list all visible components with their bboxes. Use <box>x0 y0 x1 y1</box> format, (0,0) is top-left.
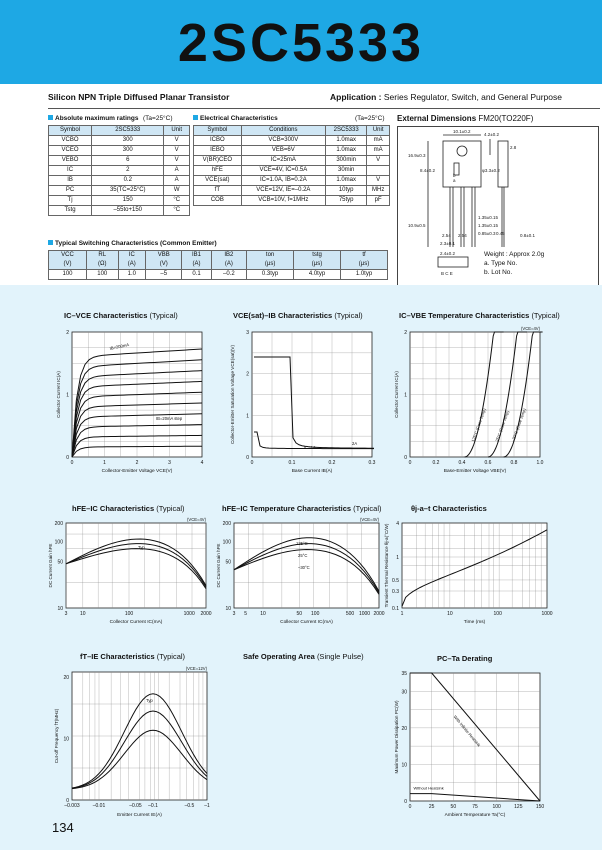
elec-heading <box>193 115 278 122</box>
curve-label: IC=1A <box>304 445 316 450</box>
tick-label: 100 <box>311 611 320 617</box>
chart-pc-ta <box>390 665 555 820</box>
dimension-label: 10.9±0.5 <box>408 223 426 228</box>
condition-label: (VCE=4V) <box>360 517 379 522</box>
tick-label: 100 <box>54 539 63 546</box>
switching-table <box>48 250 388 280</box>
curve-label: Typ <box>146 698 153 703</box>
abs-max-row <box>49 156 190 166</box>
switching-unit-cell: (A) <box>211 260 247 270</box>
chart-title-soa: Safe Operating Area (Single Pulse) <box>243 652 364 661</box>
elec-cell: MHz <box>367 186 390 196</box>
abs-max-cell: A <box>164 166 190 176</box>
elec-cell: V <box>367 176 390 186</box>
external-dimensions-heading <box>397 114 533 123</box>
x-axis-label: Collector Current IC(mA) <box>109 620 163 625</box>
tick-label: 0 <box>408 460 412 466</box>
tick-label: 50 <box>225 559 231 566</box>
dimension-label: 8.4±0.2 <box>420 168 435 173</box>
chart-ic-vce <box>52 322 212 477</box>
elec-cell: IC=25mA <box>241 156 325 166</box>
tick-label: 4 <box>200 460 204 466</box>
tick-label: 2 <box>404 330 407 336</box>
condition-label: (VCE=4V) <box>521 326 540 331</box>
x-axis-label: Ambient Temperature Ta(°C) <box>444 813 506 818</box>
header-rule <box>48 108 600 109</box>
tick-label: 0 <box>404 799 407 805</box>
dimension-label: 10.1±0.2 <box>453 129 471 134</box>
tick-label: 100 <box>124 611 134 617</box>
elec-cell: 75typ <box>326 196 367 206</box>
abs-max-cell: IC <box>49 166 92 176</box>
svg-text:B C E: B C E <box>441 271 453 276</box>
tick-label: 10 <box>225 606 231 612</box>
tick-label: 2000 <box>200 611 212 617</box>
x-axis-label: Collector-Emitter Voltage VCE(V) <box>101 469 173 474</box>
abs-max-cell: VEBO <box>49 156 92 166</box>
tick-label: 2 <box>66 330 69 336</box>
tick-label: 4 <box>396 521 399 527</box>
x-axis-label: Collector Current IC(mA) <box>280 620 333 625</box>
curve-label: –30°C (Case Temp) <box>510 407 527 443</box>
abs-max-cell: V <box>164 146 190 156</box>
tick-label: 0 <box>66 455 69 461</box>
abs-max-row <box>49 206 190 216</box>
tick-label: 20 <box>401 725 407 732</box>
switching-cell: 100 <box>49 270 87 280</box>
abs-max-cell: Tstg <box>49 206 92 216</box>
tick-label: 10 <box>57 606 63 612</box>
tick-label: 1000 <box>183 611 195 617</box>
tick-label: 50 <box>450 804 457 810</box>
tick-label: 0.1 <box>392 606 399 612</box>
elec-cell: VCE=4V, IC=0.5A <box>241 166 325 176</box>
abs-max-title: Absolute maximum ratings <box>55 115 139 122</box>
abs-max-heading <box>48 115 138 122</box>
tick-label: 1 <box>103 460 106 466</box>
abs-max-cell: PC <box>49 186 92 196</box>
tick-label: 0.1 <box>288 460 296 466</box>
switching-header-cell: tf <box>340 251 387 261</box>
switching-title: Typical Switching Characteristics (Common Emitter) <box>55 240 217 247</box>
elec-cell: VCE(sat) <box>194 176 242 186</box>
elec-title: Electrical Characteristics <box>200 115 278 122</box>
elec-row <box>194 146 390 156</box>
switching-unit-cell: (Ω) <box>86 260 118 270</box>
tick-label: 0.4 <box>458 460 466 466</box>
dimension-label: 2.4±0.2 <box>440 251 455 256</box>
abs-max-cell: –55to+150 <box>92 206 164 216</box>
tick-label: 100 <box>492 804 501 810</box>
switching-unit-row <box>49 260 388 270</box>
switching-cell: 100 <box>86 270 118 280</box>
switching-header-cell: ton <box>247 251 294 261</box>
switching-unit-cell: (V) <box>49 260 87 270</box>
tick-label: 0 <box>246 455 249 461</box>
tick-label: 10 <box>447 611 453 617</box>
abs-max-cell: Tj <box>49 196 92 206</box>
y-axis-label: Collector Current IC(A) <box>394 371 399 418</box>
elec-header-cell: 2SC5333 <box>326 126 367 136</box>
tick-label: 75 <box>472 804 478 810</box>
abs-max-cell: IB <box>49 176 92 186</box>
tick-label: 10 <box>260 611 266 617</box>
abs-max-cell: VCBO <box>49 136 92 146</box>
elec-cell: V <box>367 156 390 166</box>
chart-title-theta-t: θj-a–t Characteristics <box>411 504 487 513</box>
elec-header-row <box>194 126 390 136</box>
abs-max-cell: 300 <box>92 136 164 146</box>
tick-label: 0.6 <box>484 460 492 466</box>
tick-label: 3 <box>168 460 171 466</box>
elec-row <box>194 156 390 166</box>
elec-header-cell: Conditions <box>241 126 325 136</box>
elec-row <box>194 186 390 196</box>
switching-cell: 1.0 <box>118 270 146 280</box>
chart-vcesat-ib <box>226 322 386 477</box>
elec-cell: 1.0max <box>326 146 367 156</box>
elec-cell: 1.0max <box>326 136 367 146</box>
tick-label: 2000 <box>373 611 385 617</box>
switching-heading <box>48 240 217 247</box>
tick-label: 1000 <box>541 611 553 617</box>
tick-label: 1 <box>246 413 249 420</box>
section-marker-icon <box>48 240 53 245</box>
y-axis-label: Collector Current IC(A) <box>56 371 61 418</box>
abs-max-row <box>49 166 190 176</box>
tick-label: 3 <box>232 611 236 617</box>
abs-max-cell: 0.2 <box>92 176 164 186</box>
tick-label: 200 <box>54 521 63 527</box>
chart-hfe-ic <box>44 513 214 628</box>
weight-text: Weight : Approx 2.0g <box>484 251 545 258</box>
note-b: b. Lot No. <box>484 269 513 276</box>
dimension-label: 0.8±0.1 <box>520 233 535 238</box>
switching-cell: 0.1 <box>182 270 211 280</box>
chart-title-hfe-ic-temp: hFE–IC Temperature Characteristics (Typical) <box>222 504 382 513</box>
dimension-label: 2.3±0.1 <box>440 241 455 246</box>
part-number-title: 2SC5333 <box>177 13 425 73</box>
elec-cell: IEBO <box>194 146 242 156</box>
tick-label: 50 <box>57 559 63 566</box>
curve-label: IB=20mA step <box>156 416 183 421</box>
curve-label: 2A <box>352 441 358 446</box>
tick-label: –1 <box>204 803 210 809</box>
tick-label: –0.5 <box>184 803 195 809</box>
application-label: Application : <box>330 92 382 102</box>
switching-cell: 0.3typ <box>247 270 294 280</box>
elec-cell: mA <box>367 146 390 156</box>
chart-ft-ie <box>50 660 215 820</box>
application-line <box>330 92 562 102</box>
x-axis-label: Base-Emitter Voltage VBE(V) <box>443 469 507 474</box>
elec-row <box>194 176 390 186</box>
elec-cell: pF <box>367 196 390 206</box>
elec-cell: hFE <box>194 166 242 176</box>
tick-label: 1 <box>66 392 69 399</box>
tick-label: –0.1 <box>148 803 158 809</box>
tick-label: 100 <box>493 611 502 617</box>
tick-label: 1000 <box>358 611 371 617</box>
abs-max-table <box>48 125 190 216</box>
dimension-label: 2.54 <box>458 233 467 238</box>
chart-title-ft-ie: fT–IE Characteristics (Typical) <box>80 652 186 661</box>
abs-max-header-row <box>49 126 190 136</box>
tick-label: 0 <box>408 804 412 810</box>
tick-label: 2 <box>246 371 249 378</box>
curve-label: –30°C <box>298 565 310 570</box>
elec-row <box>194 196 390 206</box>
abs-max-cell: °C <box>164 196 190 206</box>
abs-max-cell: 300 <box>92 146 164 156</box>
elec-cell: 1.0max <box>326 176 367 186</box>
dimension-label: 0.45 <box>496 231 505 236</box>
switching-unit-cell: (μs) <box>294 260 341 270</box>
tick-label: 50 <box>296 611 303 617</box>
tick-label: 125 <box>514 804 523 810</box>
tick-label: 3 <box>64 611 68 617</box>
abs-max-cell: VCEO <box>49 146 92 156</box>
tick-label: 30 <box>401 689 407 696</box>
tick-label: 200 <box>222 521 231 527</box>
abs-max-cell: 2 <box>92 166 164 176</box>
dimension-label: b <box>453 173 456 178</box>
y-axis-label: DC Current Gain hFE <box>216 543 221 588</box>
dimension-label: a <box>453 178 456 183</box>
tick-label: 0 <box>404 455 407 461</box>
application-text: Series Regulator, Switch, and General Purpose <box>383 92 562 102</box>
abs-max-cell: A <box>164 176 190 186</box>
dimension-label: 16.9±0.3 <box>408 153 426 158</box>
tick-label: 25 <box>428 804 435 810</box>
switching-header-cell: IB2 <box>211 251 247 261</box>
tick-label: 1 <box>396 555 399 561</box>
elec-cell: 10typ <box>326 186 367 196</box>
tick-label: 0 <box>70 460 74 466</box>
tick-label: 10 <box>401 762 407 769</box>
y-axis-label: Collector-Emitter Saturation Voltage VCE(sat)(V) <box>230 344 235 445</box>
tick-label: 150 <box>535 804 545 810</box>
tick-label: 2 <box>135 460 139 466</box>
elec-cell: 30min <box>326 166 367 176</box>
curve-label: Typ <box>138 545 145 550</box>
elec-cond: (Ta=25°C) <box>355 115 385 122</box>
dimension-label: 2.8 <box>510 145 517 150</box>
switching-unit-cell: (A) <box>118 260 146 270</box>
abs-max-cell: 35(TC=25°C) <box>92 186 164 196</box>
y-axis-label: Cut-off Frequency fT(MHz) <box>54 708 59 764</box>
tick-label: –0.01 <box>92 803 106 809</box>
chart-title-ic-vce: IC–VCE Characteristics (Typical) <box>64 311 178 320</box>
dimension-label: 1.35±0.15 <box>478 215 498 220</box>
section-marker-icon <box>193 115 198 120</box>
switching-cell: 4.0typ <box>294 270 341 280</box>
curve-label: With Infinite Heatsink <box>452 714 482 748</box>
tick-label: 0.8 <box>510 460 518 466</box>
switching-unit-cell: (μs) <box>247 260 294 270</box>
weight-notes <box>484 250 544 277</box>
abs-max-cell: W <box>164 186 190 196</box>
dimension-label: 4.2±0.2 <box>484 132 499 137</box>
tick-label: 10 <box>63 736 69 743</box>
elec-cell: VCE=12V, IE=–0.2A <box>241 186 325 196</box>
title-banner <box>0 0 602 84</box>
tick-label: 0.5 <box>392 577 399 584</box>
tick-label: 0.3 <box>368 460 376 466</box>
elec-row <box>194 136 390 146</box>
elec-cell: VCB=10V, f=1MHz <box>241 196 325 206</box>
chart-title-pc-ta: PC–Ta Derating <box>437 654 493 663</box>
x-axis-label: Emitter Current IE(A) <box>117 813 162 818</box>
tick-label: 35 <box>401 671 407 677</box>
abs-max-header-cell: 2SC5333 <box>92 126 164 136</box>
y-axis-label: Maximum Power Dissipation PC(W) <box>394 700 399 774</box>
tick-label: 100 <box>222 539 231 546</box>
chart-theta-t <box>380 513 555 628</box>
tick-label: 1.0 <box>536 460 544 466</box>
switching-header-cell: tstg <box>294 251 341 261</box>
switching-header-cell: RL <box>86 251 118 261</box>
tick-label: 5 <box>244 611 247 617</box>
y-axis-label: DC Current Gain hFE <box>48 543 53 588</box>
switching-header-cell: IB1 <box>182 251 211 261</box>
elec-header-cell: Unit <box>367 126 390 136</box>
abs-max-cell: V <box>164 156 190 166</box>
elec-cell: COB <box>194 196 242 206</box>
elec-cell: 300min <box>326 156 367 166</box>
switching-cell: –5 <box>146 270 182 280</box>
elec-cell: VCB=300V <box>241 136 325 146</box>
elec-cell: mA <box>367 136 390 146</box>
switching-unit-cell: (μs) <box>340 260 387 270</box>
elec-row <box>194 166 390 176</box>
elec-cell: VEB=6V <box>241 146 325 156</box>
dimension-label: φ3.3±0.2 <box>482 168 500 173</box>
elec-cell: V(BR)CEO <box>194 156 242 166</box>
note-a: a. Type No. <box>484 260 518 267</box>
abs-max-cell: °C <box>164 206 190 216</box>
switching-row <box>49 270 388 280</box>
switching-header-cell: VCC <box>49 251 87 261</box>
abs-max-cell: V <box>164 136 190 146</box>
elec-cell: ICBO <box>194 136 242 146</box>
elec-cell: IC=1.0A, IB=0.2A <box>241 176 325 186</box>
chart-hfe-ic-temp <box>212 513 387 628</box>
abs-max-row <box>49 186 190 196</box>
tick-label: 3 <box>246 330 249 336</box>
switching-header-cell: VBB <box>146 251 182 261</box>
package-name: FM20(TO220F) <box>478 114 534 123</box>
abs-max-cond: (Ta=25°C) <box>143 115 173 122</box>
curve-label: Without Heatsink <box>413 785 444 791</box>
chart-ic-vbe <box>390 322 555 477</box>
dimension-label: 0.85±0.3 <box>478 231 496 236</box>
abs-max-row <box>49 146 190 156</box>
external-title: External Dimensions <box>397 114 477 123</box>
condition-label: (VCE=4V) <box>187 517 206 522</box>
dimension-label: 2.54 <box>442 233 451 238</box>
tick-label: 0.3 <box>392 589 399 595</box>
device-subtitle: Silicon NPN Triple Diffused Planar Transistor <box>48 92 230 102</box>
plot-frame <box>66 523 206 608</box>
switching-header-cell: IC <box>118 251 146 261</box>
y-axis-label: Transient Thermal Resistance θj-a(°C/W) <box>384 523 389 608</box>
curve-label: 125°C <box>296 541 308 546</box>
abs-max-row <box>49 196 190 206</box>
tick-label: 20 <box>63 675 69 682</box>
dimension-label: 1.35±0.15 <box>478 223 498 228</box>
x-axis-label: Time (ms) <box>463 620 486 625</box>
switching-cell: 1.0typ <box>340 270 387 280</box>
abs-max-row <box>49 176 190 186</box>
tick-label: –0.05 <box>129 803 142 809</box>
elec-cell: fT <box>194 186 242 196</box>
elec-header-cell: Symbol <box>194 126 242 136</box>
switching-unit-cell: (A) <box>182 260 211 270</box>
curve-label: 25°C <box>298 553 308 558</box>
section-marker-icon <box>48 115 53 120</box>
elec-cell <box>367 166 390 176</box>
abs-max-cell: 150 <box>92 196 164 206</box>
switching-cell: –0.2 <box>211 270 247 280</box>
chart-title-ic-vbe: IC–VBE Temperature Characteristics (Typical) <box>399 311 560 320</box>
curve-label: IB=200mA <box>109 341 130 351</box>
abs-max-cell: 6 <box>92 156 164 166</box>
curve-label: 25°C (Case Temp) <box>494 409 511 443</box>
tick-label: 500 <box>345 611 355 617</box>
tick-label: 1 <box>404 392 407 399</box>
tick-label: 10 <box>80 611 86 617</box>
abs-max-header-cell: Symbol <box>49 126 92 136</box>
page-number: 134 <box>52 820 74 835</box>
x-axis-label: Base Current IB(A) <box>291 469 333 474</box>
condition-label: (VCE=12V) <box>185 666 207 671</box>
tick-label: 0.2 <box>328 460 336 466</box>
chart-title-hfe-ic: hFE–IC Characteristics (Typical) <box>72 504 185 513</box>
tick-label: 0 <box>66 798 69 804</box>
tick-label: –0.003 <box>64 803 80 809</box>
chart-title-vcesat-ib: VCE(sat)–IB Characteristics (Typical) <box>233 311 363 320</box>
tick-label: 0 <box>250 460 254 466</box>
switching-header-row <box>49 251 388 261</box>
tick-label: 1 <box>400 611 404 617</box>
abs-max-header-cell: Unit <box>164 126 190 136</box>
tick-label: 0.2 <box>432 460 440 466</box>
curve-label: 125°C (Case Temp) <box>470 407 487 443</box>
elec-table <box>193 125 390 206</box>
switching-unit-cell: (V) <box>146 260 182 270</box>
abs-max-row <box>49 136 190 146</box>
